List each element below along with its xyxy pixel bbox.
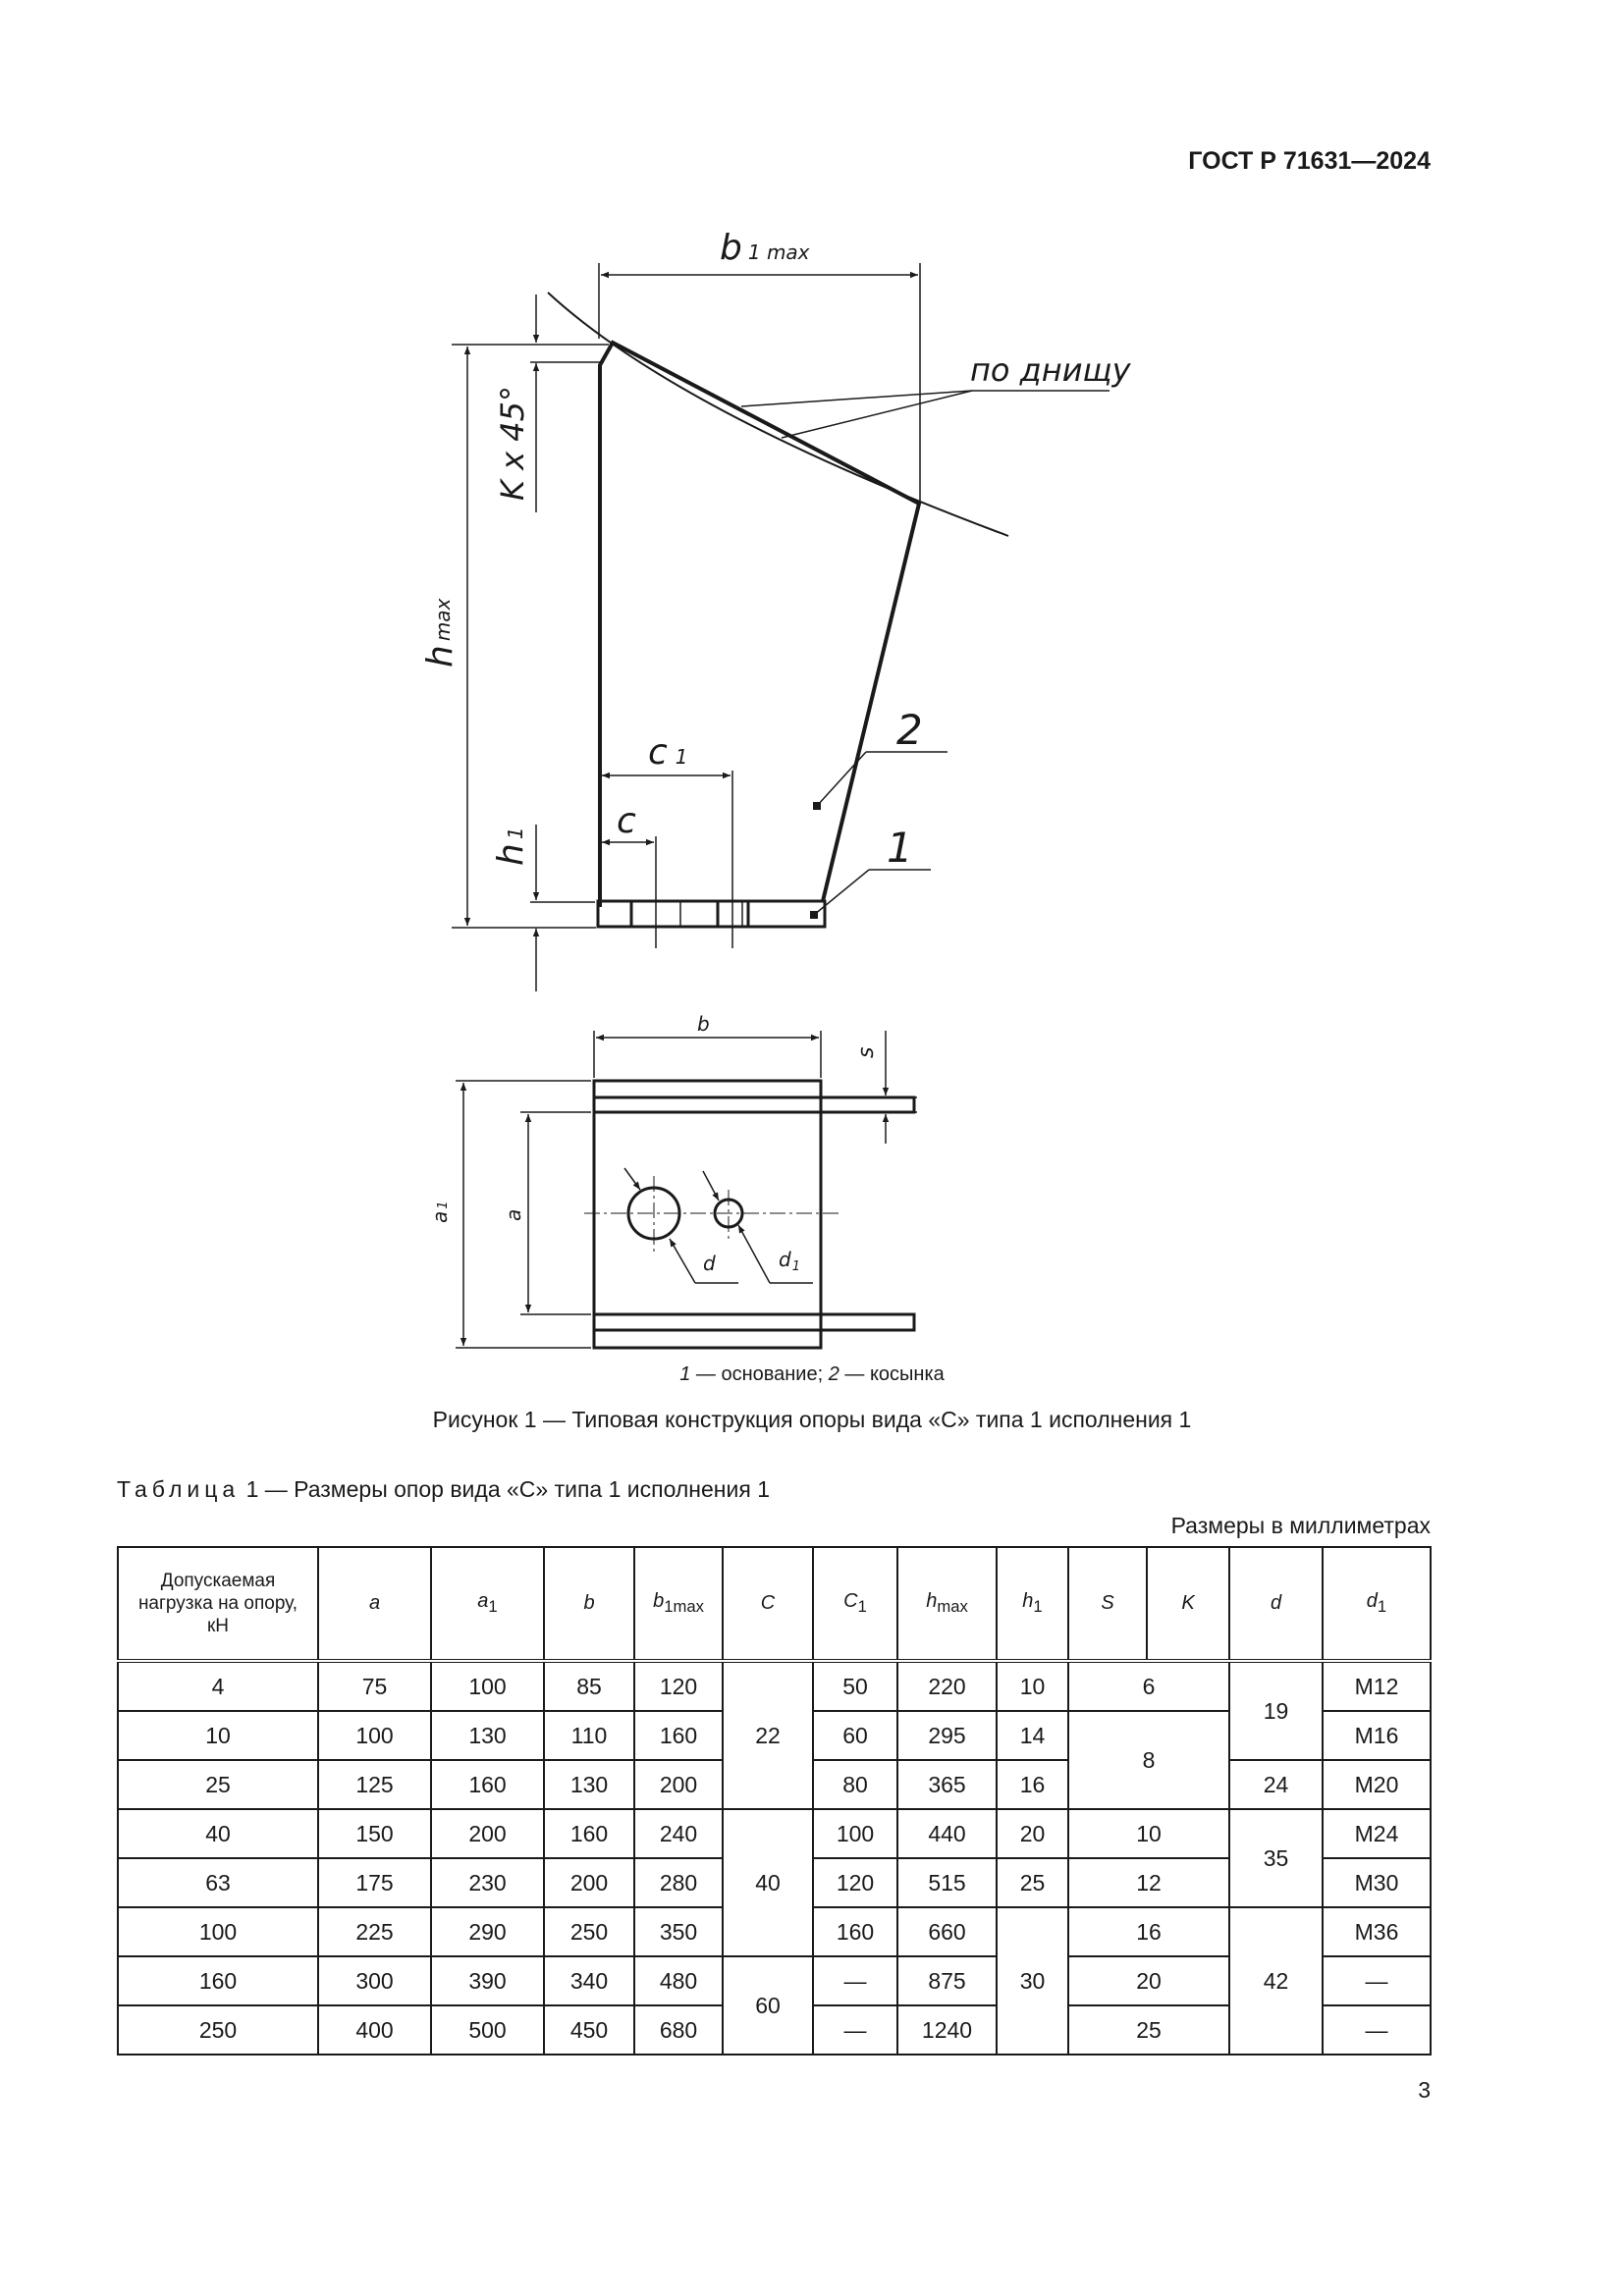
vessel-bottom-arc — [548, 293, 1008, 536]
cell-a1: 160 — [431, 1760, 544, 1809]
header-s: S — [1068, 1547, 1147, 1661]
cell-hmax: 515 — [897, 1858, 997, 1907]
cell-b1max: 200 — [634, 1760, 723, 1809]
cell-hmax: 440 — [897, 1809, 997, 1858]
header-c: C — [723, 1547, 813, 1661]
cell-b: 200 — [544, 1858, 634, 1907]
cell-c: 60 — [723, 1956, 813, 2055]
header-a: a — [318, 1547, 431, 1661]
cell-c: 22 — [723, 1661, 813, 1809]
label-d: d — [703, 1252, 716, 1275]
cell-b1max: 680 — [634, 2005, 723, 2055]
cell-b1max: 480 — [634, 1956, 723, 2005]
cell-a: 225 — [318, 1907, 431, 1956]
cell-d1: М16 — [1323, 1711, 1431, 1760]
cell-b: 110 — [544, 1711, 634, 1760]
table-row — [118, 1661, 1431, 1711]
cell-b1max: 280 — [634, 1858, 723, 1907]
cell-d1: — — [1323, 1956, 1431, 2005]
cell-s-k: 10 — [1068, 1809, 1229, 1858]
cell-d1: М24 — [1323, 1809, 1431, 1858]
dimensions-table — [117, 1546, 1432, 2056]
page-number: 3 — [1418, 2077, 1431, 2103]
cell-b: 340 — [544, 1956, 634, 2005]
label-a: a — [502, 1208, 525, 1221]
cell-c1: 50 — [813, 1661, 897, 1711]
cell-hmax: 875 — [897, 1956, 997, 2005]
label-b: b — [697, 1012, 710, 1036]
cell-s-k: 16 — [1068, 1907, 1229, 1956]
cell-b: 450 — [544, 2005, 634, 2055]
cell-a1: 130 — [431, 1711, 544, 1760]
callout-1: 1 — [887, 824, 913, 872]
label-c: c — [617, 801, 636, 841]
cell-load: 160 — [118, 1956, 318, 2005]
cell-c1: 120 — [813, 1858, 897, 1907]
header-d1: $d_1$ — [1323, 1547, 1431, 1661]
cell-a: 175 — [318, 1858, 431, 1907]
document-code: ГОСТ Р 71631—2024 — [1188, 147, 1431, 175]
cell-a: 300 — [318, 1956, 431, 2005]
cell-h1: 30 — [997, 1907, 1068, 2055]
header-load: Допускаемая нагрузка на опору, кН — [118, 1547, 318, 1661]
callout-2: 2 — [896, 706, 923, 754]
cell-load: 100 — [118, 1907, 318, 1956]
cell-b1max: 160 — [634, 1711, 723, 1760]
cell-a1: 100 — [431, 1661, 544, 1711]
label-s: s — [854, 1046, 879, 1058]
cell-c1: 60 — [813, 1711, 897, 1760]
label-c1: c 1 — [648, 732, 688, 773]
cell-h1: 25 — [997, 1858, 1068, 1907]
header-d: d — [1229, 1547, 1323, 1661]
label-b1max: b 1 max — [720, 228, 810, 268]
cell-d1: М30 — [1323, 1858, 1431, 1907]
cell-load: 4 — [118, 1661, 318, 1711]
cell-c1: 160 — [813, 1907, 897, 1956]
cell-b: 130 — [544, 1760, 634, 1809]
cell-d: 24 — [1229, 1760, 1323, 1809]
cell-c1: 80 — [813, 1760, 897, 1809]
label-k45: K x 45° — [494, 386, 531, 501]
cell-a1: 290 — [431, 1907, 544, 1956]
cell-a: 125 — [318, 1760, 431, 1809]
cell-a: 150 — [318, 1809, 431, 1858]
cell-s-k: 8 — [1068, 1711, 1229, 1809]
cell-load: 25 — [118, 1760, 318, 1809]
cell-d: 42 — [1229, 1907, 1323, 2055]
header-k: K — [1147, 1547, 1229, 1661]
label-d1: $d_1$ — [779, 1248, 800, 1274]
header-c1: $C_1$ — [813, 1547, 897, 1661]
table-header-row — [118, 1547, 1431, 1661]
cell-load: 40 — [118, 1809, 318, 1858]
cell-c: 40 — [723, 1809, 813, 1956]
cell-a1: 200 — [431, 1809, 544, 1858]
cell-load: 10 — [118, 1711, 318, 1760]
cell-hmax: 295 — [897, 1711, 997, 1760]
cell-d1: — — [1323, 2005, 1431, 2055]
figure-caption: Рисунок 1 — Типовая конструкция опоры вида «С» типа 1 исполнения 1 — [432, 1407, 1192, 1432]
cell-d: 35 — [1229, 1809, 1323, 1907]
cell-h1: 14 — [997, 1711, 1068, 1760]
cell-b1max: 240 — [634, 1809, 723, 1858]
cell-a1: 390 — [431, 1956, 544, 2005]
figure-legend: 1 — основание; 2 — косынка — [679, 1363, 945, 1385]
cell-c1: — — [813, 1956, 897, 2005]
label-po-dnishchu: по днищу — [970, 351, 1131, 389]
cell-d1: М20 — [1323, 1760, 1431, 1809]
cell-b: 160 — [544, 1809, 634, 1858]
cell-load: 250 — [118, 2005, 318, 2055]
cell-a: 400 — [318, 2005, 431, 2055]
cell-s-k: 6 — [1068, 1661, 1229, 1711]
cell-a1: 500 — [431, 2005, 544, 2055]
table-row — [118, 1809, 1431, 1858]
cell-c1: 100 — [813, 1809, 897, 1858]
table-title: Таблица 1 — Размеры опор вида «С» типа 1 исполнения 1 — [117, 1476, 770, 1502]
cell-d: 19 — [1229, 1661, 1323, 1760]
cell-d1: М36 — [1323, 1907, 1431, 1956]
cell-b1max: 350 — [634, 1907, 723, 1956]
cell-a: 75 — [318, 1661, 431, 1711]
cell-h1: 16 — [997, 1760, 1068, 1809]
header-b: b — [544, 1547, 634, 1661]
header-a1: $a_1$ — [431, 1547, 544, 1661]
cell-hmax: 660 — [897, 1907, 997, 1956]
cell-s-k: 12 — [1068, 1858, 1229, 1907]
cell-s-k: 20 — [1068, 1956, 1229, 2005]
units-note: Размеры в миллиметрах — [1170, 1513, 1431, 1538]
header-b1max: $b_{1max}$ — [634, 1547, 723, 1661]
header-hmax: $h_{max}$ — [897, 1547, 997, 1661]
cell-b: 250 — [544, 1907, 634, 1956]
label-h1: h1 — [491, 827, 531, 866]
cell-load: 63 — [118, 1858, 318, 1907]
label-hmax: hmax — [420, 598, 460, 667]
cell-b: 85 — [544, 1661, 634, 1711]
cell-c1: — — [813, 2005, 897, 2055]
cell-a1: 230 — [431, 1858, 544, 1907]
cell-s-k: 25 — [1068, 2005, 1229, 2055]
cell-d1: М12 — [1323, 1661, 1431, 1711]
cell-a: 100 — [318, 1711, 431, 1760]
cell-h1: 10 — [997, 1661, 1068, 1711]
label-a1: a1 — [428, 1201, 452, 1223]
cell-h1: 20 — [997, 1809, 1068, 1858]
cell-b1max: 120 — [634, 1661, 723, 1711]
cell-hmax: 1240 — [897, 2005, 997, 2055]
cell-hmax: 365 — [897, 1760, 997, 1809]
cell-hmax: 220 — [897, 1661, 997, 1711]
header-h1: $h_1$ — [997, 1547, 1068, 1661]
